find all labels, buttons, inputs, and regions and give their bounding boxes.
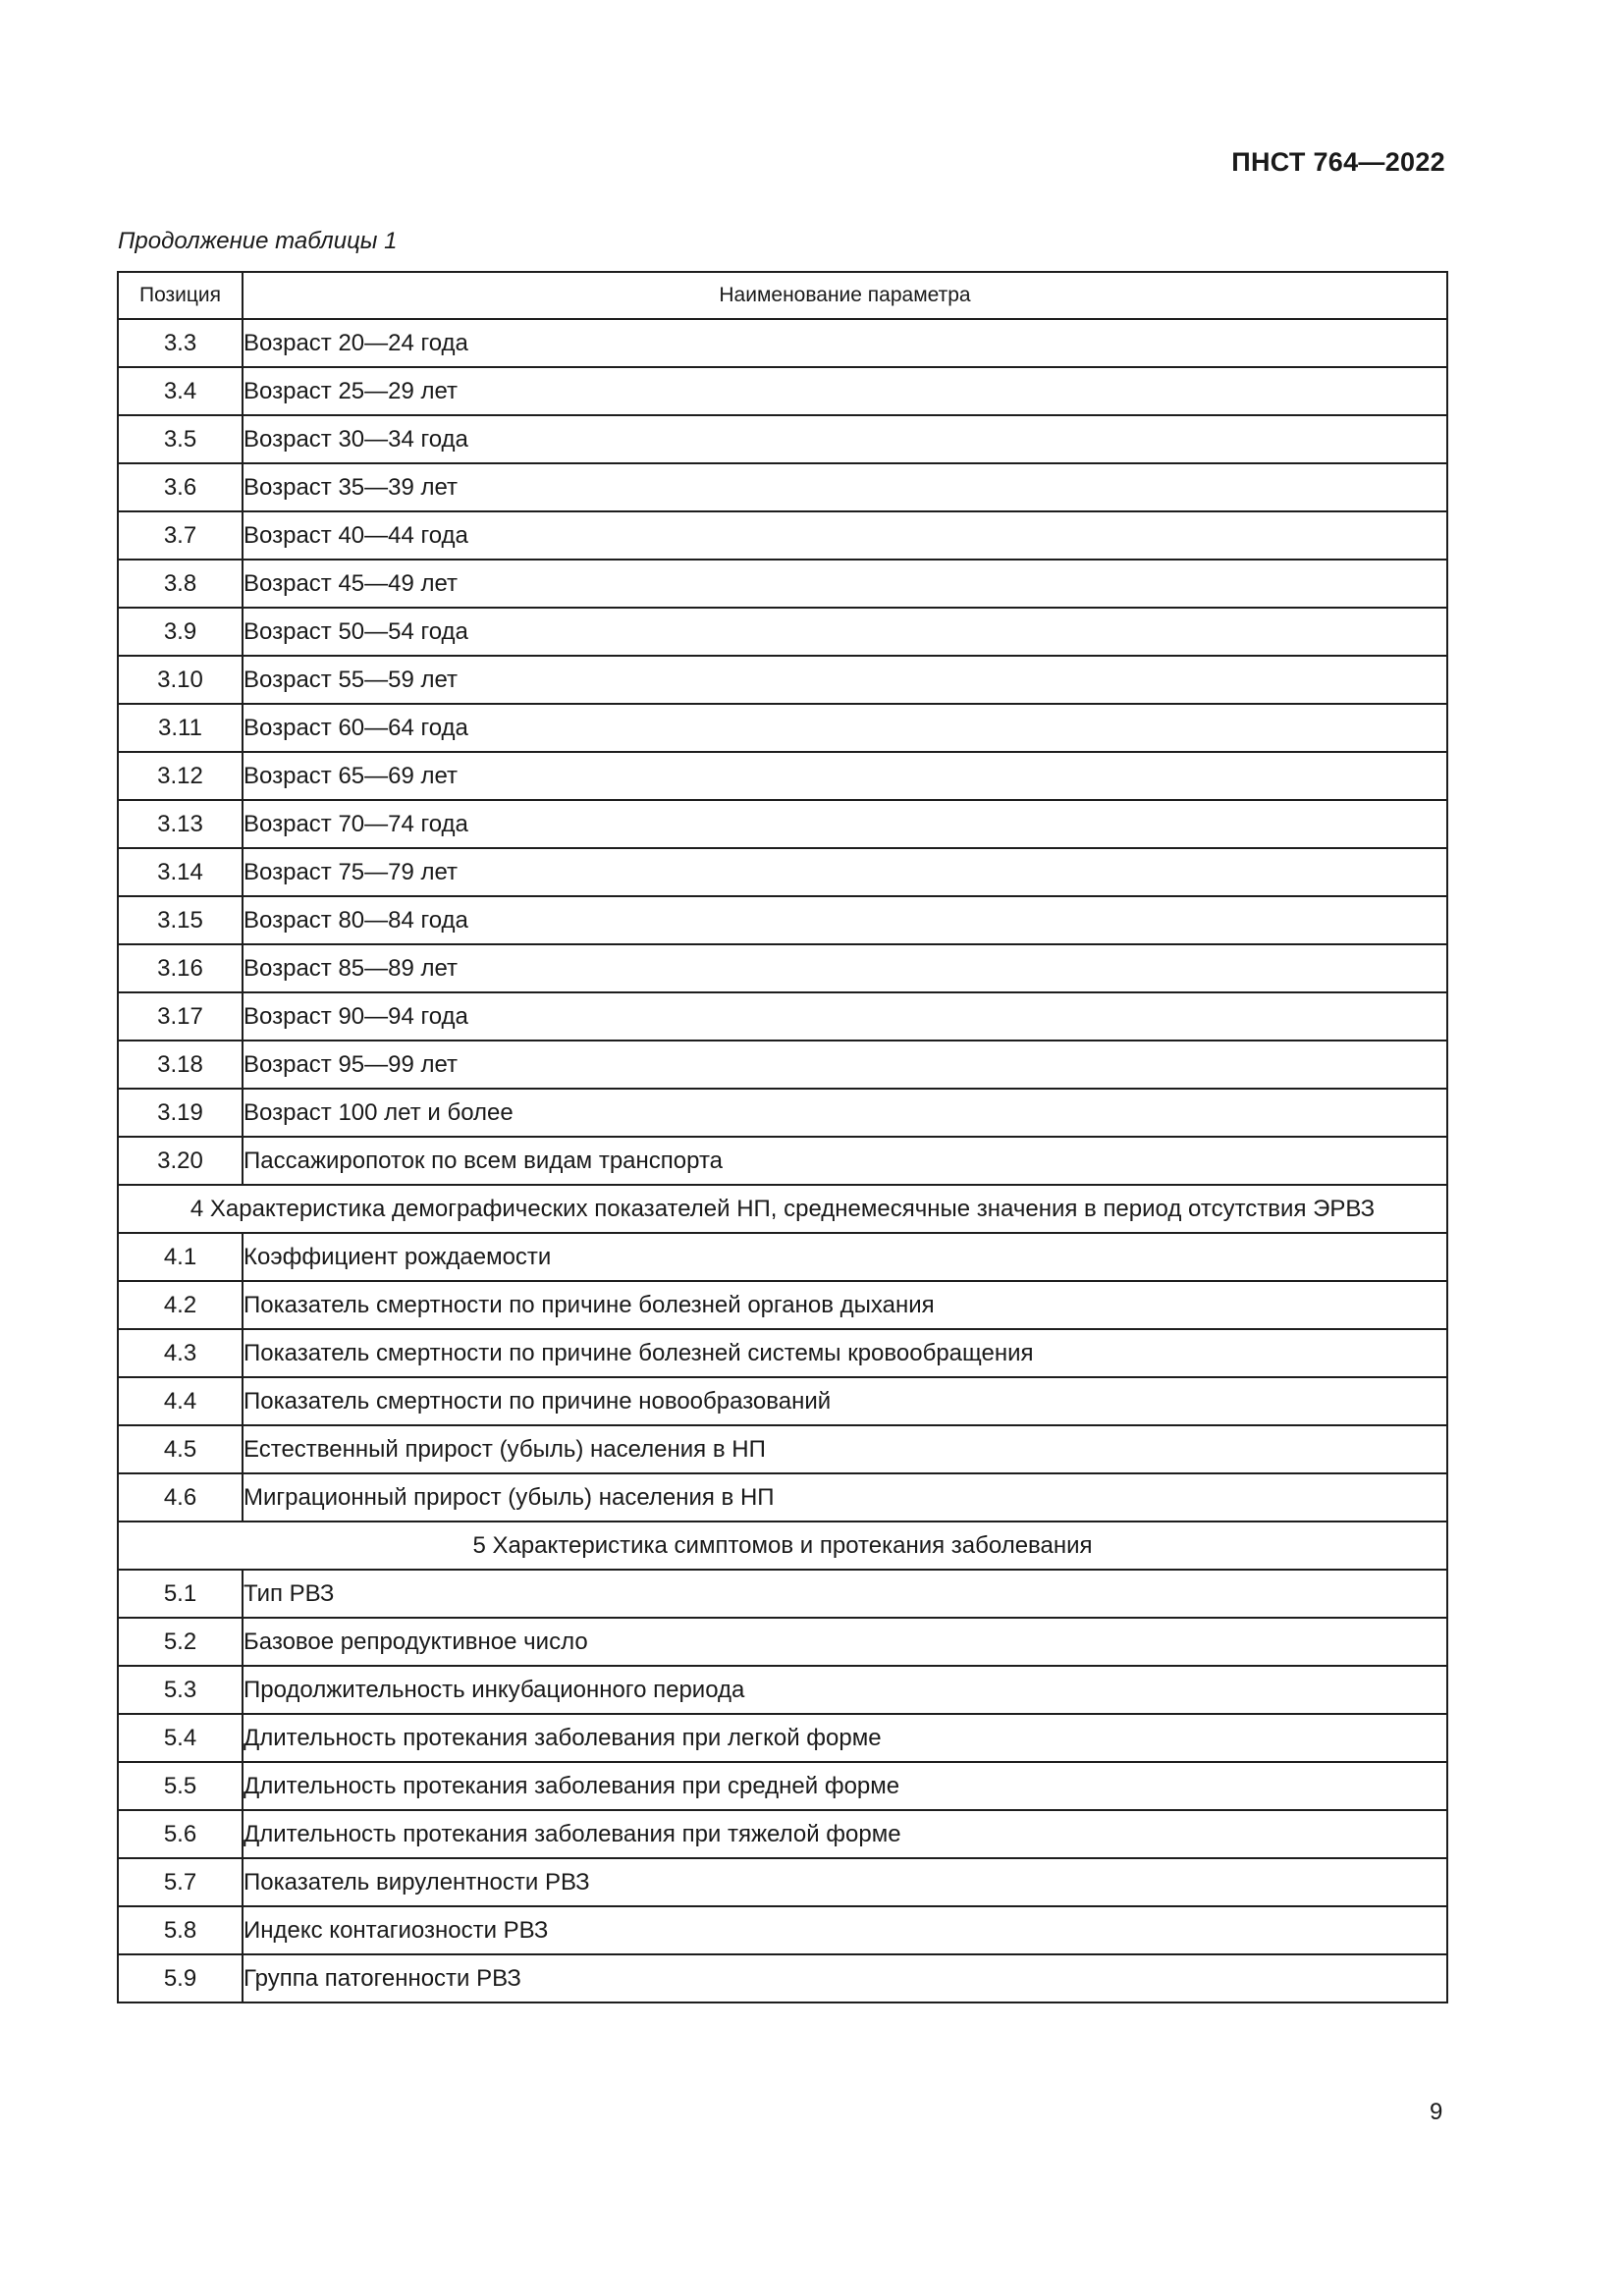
table-row: [118, 752, 1447, 800]
parameter-name-cell: Возраст 30—34 года: [243, 415, 1447, 463]
parameter-name-cell: Коэффициент рождаемости: [243, 1233, 1447, 1281]
parameter-name-cell: Показатель смертности по причине новообразований: [243, 1377, 1447, 1425]
parameter-name-cell: Длительность протекания заболевания при тяжелой форме: [243, 1810, 1447, 1858]
table-row: [118, 608, 1447, 656]
parameter-name-cell: Возраст 80—84 года: [243, 896, 1447, 944]
table-row: [118, 319, 1447, 367]
position-cell: 3.18: [118, 1041, 243, 1089]
parameter-name-cell: Пассажиропоток по всем видам транспорта: [243, 1137, 1447, 1185]
position-cell: 3.10: [118, 656, 243, 704]
position-cell: 3.5: [118, 415, 243, 463]
parameters-table: [117, 271, 1448, 2003]
table-row: [118, 1041, 1447, 1089]
table-row: [118, 992, 1447, 1041]
section-row: [118, 1522, 1447, 1570]
parameter-name-cell: Длительность протекания заболевания при легкой форме: [243, 1714, 1447, 1762]
table-row: [118, 944, 1447, 992]
parameter-name-cell: Возраст 40—44 года: [243, 511, 1447, 560]
position-cell: 5.6: [118, 1810, 243, 1858]
position-cell: 5.5: [118, 1762, 243, 1810]
parameter-name-cell: Естественный прирост (убыль) населения в НП: [243, 1425, 1447, 1473]
table-row: [118, 463, 1447, 511]
position-cell: 5.1: [118, 1570, 243, 1618]
table-row: [118, 800, 1447, 848]
table-row: [118, 1281, 1447, 1329]
table-row: [118, 896, 1447, 944]
parameter-name-cell: Продолжительность инкубационного периода: [243, 1666, 1447, 1714]
position-cell: 3.17: [118, 992, 243, 1041]
position-cell: 3.7: [118, 511, 243, 560]
parameter-name-cell: Возраст 90—94 года: [243, 992, 1447, 1041]
position-cell: 4.5: [118, 1425, 243, 1473]
table-row: [118, 1714, 1447, 1762]
table-row: [118, 560, 1447, 608]
parameter-name-cell: Показатель смертности по причине болезней органов дыхания: [243, 1281, 1447, 1329]
parameter-name-cell: Возраст 35—39 лет: [243, 463, 1447, 511]
parameter-name-cell: Показатель вирулентности РВЗ: [243, 1858, 1447, 1906]
column-header-position: Позиция: [118, 272, 243, 319]
position-cell: 3.20: [118, 1137, 243, 1185]
position-cell: 4.3: [118, 1329, 243, 1377]
parameter-name-cell: Возраст 75—79 лет: [243, 848, 1447, 896]
table-row: [118, 1618, 1447, 1666]
position-cell: 4.2: [118, 1281, 243, 1329]
table-header-row: [118, 272, 1447, 319]
parameter-name-cell: Возраст 95—99 лет: [243, 1041, 1447, 1089]
table-row: [118, 1329, 1447, 1377]
table-row: [118, 1666, 1447, 1714]
position-cell: 3.13: [118, 800, 243, 848]
table-row: [118, 1089, 1447, 1137]
table-row: [118, 511, 1447, 560]
table-body: [118, 319, 1447, 2002]
table-row: [118, 1425, 1447, 1473]
position-cell: 3.14: [118, 848, 243, 896]
table-caption: Продолжение таблицы 1: [118, 228, 398, 254]
parameter-name-cell: Базовое репродуктивное число: [243, 1618, 1447, 1666]
position-cell: 5.9: [118, 1954, 243, 2002]
position-cell: 3.15: [118, 896, 243, 944]
section-title: 4 Характеристика демографических показателей НП, среднемесячные значения в период отсутствия ЭРВЗ: [118, 1185, 1447, 1233]
table-row: [118, 1233, 1447, 1281]
position-cell: 4.1: [118, 1233, 243, 1281]
section-title: 5 Характеристика симптомов и протекания заболевания: [118, 1522, 1447, 1570]
position-cell: 3.4: [118, 367, 243, 415]
document-code: ПНСТ 764—2022: [1231, 147, 1445, 177]
table-row: [118, 1570, 1447, 1618]
position-cell: 3.8: [118, 560, 243, 608]
table-row: [118, 1906, 1447, 1954]
table-row: [118, 704, 1447, 752]
parameter-name-cell: Тип РВЗ: [243, 1570, 1447, 1618]
position-cell: 4.4: [118, 1377, 243, 1425]
column-header-name: Наименование параметра: [243, 272, 1447, 319]
position-cell: 3.9: [118, 608, 243, 656]
table-row: [118, 656, 1447, 704]
position-cell: 3.11: [118, 704, 243, 752]
position-cell: 3.3: [118, 319, 243, 367]
parameter-name-cell: Миграционный прирост (убыль) населения в НП: [243, 1473, 1447, 1522]
parameter-name-cell: Возраст 50—54 года: [243, 608, 1447, 656]
parameter-name-cell: Возраст 55—59 лет: [243, 656, 1447, 704]
position-cell: 5.7: [118, 1858, 243, 1906]
position-cell: 5.8: [118, 1906, 243, 1954]
parameter-name-cell: Возраст 65—69 лет: [243, 752, 1447, 800]
parameter-name-cell: Индекс контагиозности РВЗ: [243, 1906, 1447, 1954]
parameter-name-cell: Возраст 70—74 года: [243, 800, 1447, 848]
parameter-name-cell: Показатель смертности по причине болезней системы кровообращения: [243, 1329, 1447, 1377]
table-row: [118, 1137, 1447, 1185]
table-row: [118, 848, 1447, 896]
table-row: [118, 1762, 1447, 1810]
position-cell: 3.6: [118, 463, 243, 511]
table-row: [118, 1954, 1447, 2002]
position-cell: 5.2: [118, 1618, 243, 1666]
table-row: [118, 1858, 1447, 1906]
table-row: [118, 415, 1447, 463]
position-cell: 3.16: [118, 944, 243, 992]
table-row: [118, 1810, 1447, 1858]
position-cell: 5.4: [118, 1714, 243, 1762]
position-cell: 4.6: [118, 1473, 243, 1522]
table-row: [118, 367, 1447, 415]
parameter-name-cell: Возраст 20—24 года: [243, 319, 1447, 367]
parameter-name-cell: Длительность протекания заболевания при средней форме: [243, 1762, 1447, 1810]
parameter-name-cell: Возраст 100 лет и более: [243, 1089, 1447, 1137]
parameter-name-cell: Группа патогенности РВЗ: [243, 1954, 1447, 2002]
page-number: 9: [1430, 2099, 1443, 2125]
parameter-name-cell: Возраст 25—29 лет: [243, 367, 1447, 415]
section-row: [118, 1185, 1447, 1233]
position-cell: 3.19: [118, 1089, 243, 1137]
parameter-name-cell: Возраст 45—49 лет: [243, 560, 1447, 608]
parameter-name-cell: Возраст 85—89 лет: [243, 944, 1447, 992]
table-row: [118, 1377, 1447, 1425]
position-cell: 3.12: [118, 752, 243, 800]
table-row: [118, 1473, 1447, 1522]
position-cell: 5.3: [118, 1666, 243, 1714]
parameter-name-cell: Возраст 60—64 года: [243, 704, 1447, 752]
